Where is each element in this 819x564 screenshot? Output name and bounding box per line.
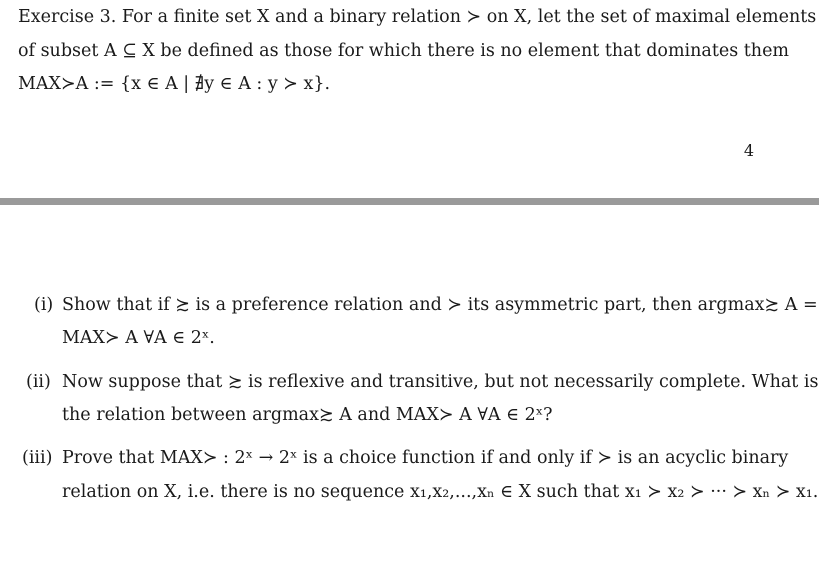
item-label: (iii) (22, 448, 53, 468)
item-label: (ii) (26, 372, 51, 392)
item-line-1: Prove that MAX≻ : 2ˣ → 2ˣ is a choice function if and only if ≻ is an acyclic binary (62, 448, 789, 468)
item-label: (i) (34, 295, 54, 315)
page-number: 4 (743, 141, 754, 160)
exercise-line-1: Exercise 3. For a finite set X and a binary relation ≻ on X, let the set of maximal elements (18, 7, 817, 27)
exercise-line-3: MAX≻A := {x ∈ A | ∄y ∈ A : y ≻ x}. (18, 74, 331, 94)
item-line-2: relation on X, i.e. there is no sequence x₁,x₂,...,xₙ ∈ X such that x₁ ≻ x₂ ≻ ··· ≻ xₙ ≻ x₁. (62, 482, 819, 502)
item-line-2: MAX≻ A ∀A ∈ 2ˣ. (62, 328, 215, 348)
exercise-line-2: of subset A ⊆ X be defined as those for which there is no element that dominates them (18, 41, 790, 61)
page-divider (0, 198, 819, 205)
item-line-1: Show that if ≿ is a preference relation and ≻ its asymmetric part, then argmax≿ A = (62, 295, 818, 315)
item-line-2: the relation between argmax≿ A and MAX≻ A ∀A ∈ 2ˣ? (62, 405, 553, 425)
item-line-1: Now suppose that ≿ is reflexive and transitive, but not necessarily complete. What is (62, 372, 819, 392)
